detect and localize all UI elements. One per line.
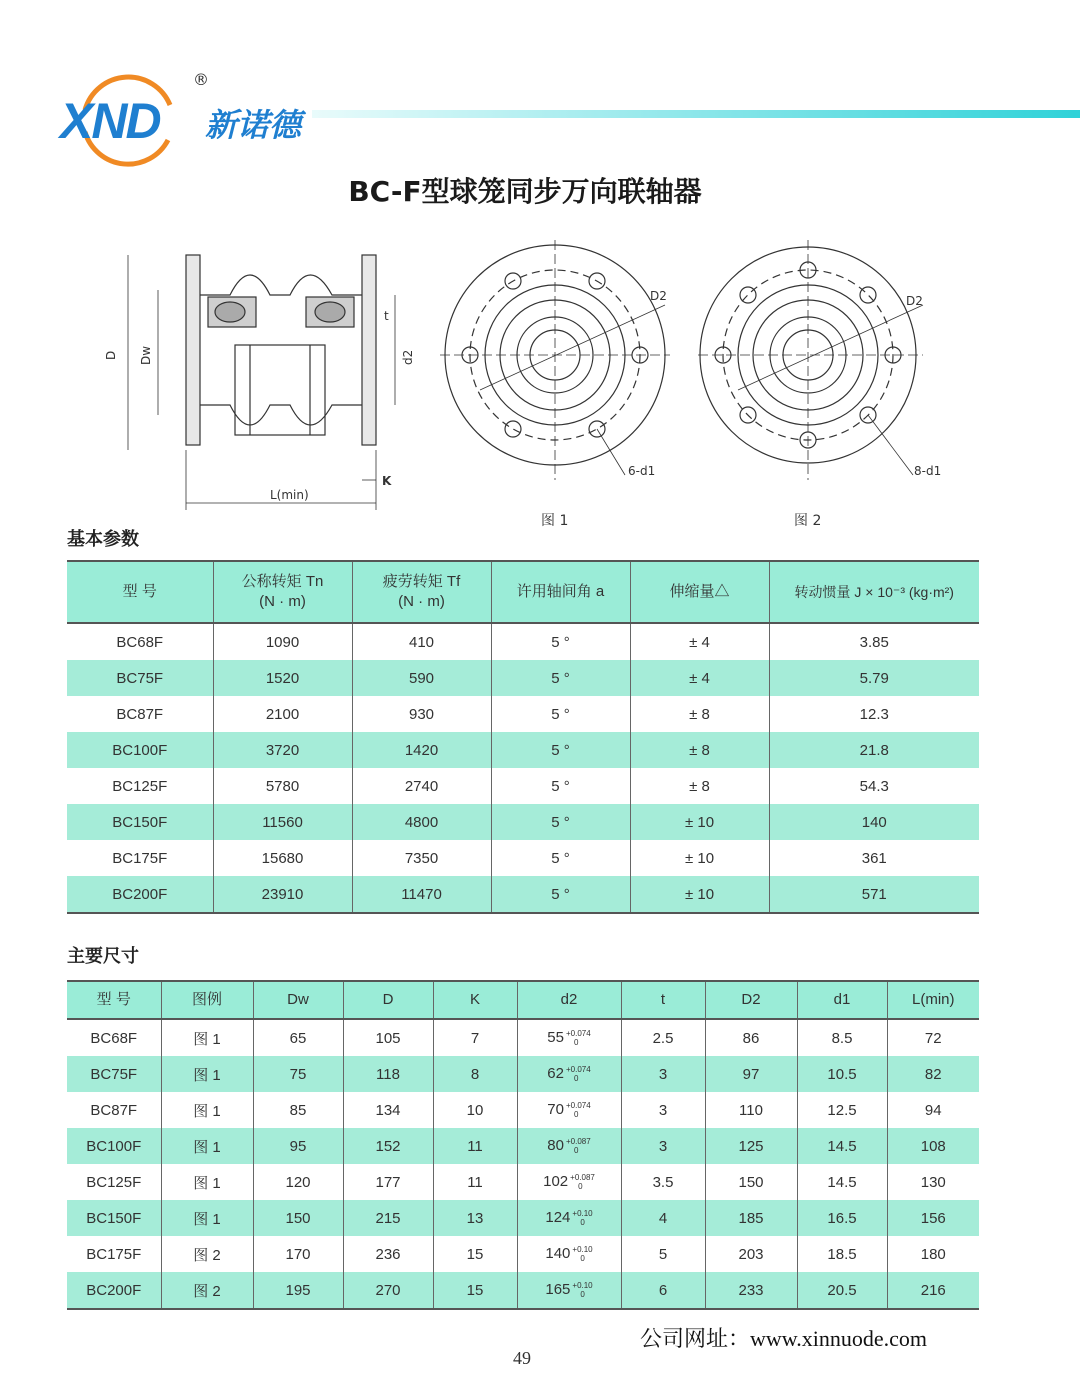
table-cell: 1520 — [213, 660, 352, 696]
table-row — [67, 660, 979, 696]
table-row — [67, 1164, 979, 1200]
table-cell: 130 — [887, 1164, 979, 1200]
table-cell: 5 ° — [491, 660, 630, 696]
table-cell: 233 — [705, 1272, 797, 1309]
table-cell: 10.5 — [797, 1056, 887, 1092]
table-cell: 11560 — [213, 804, 352, 840]
table-cell: ± 8 — [630, 732, 769, 768]
table-header-cell: L(min) — [887, 981, 979, 1019]
table-row — [67, 804, 979, 840]
table-cell: 165 +0.10 0 — [517, 1272, 621, 1309]
tolerance: +0.087 0 — [570, 1173, 595, 1191]
table-cell: ± 4 — [630, 660, 769, 696]
table-cell: 195 — [253, 1272, 343, 1309]
table-cell: 80 +0.087 0 — [517, 1128, 621, 1164]
table-cell: 5 ° — [491, 840, 630, 876]
table-cell: ± 10 — [630, 840, 769, 876]
table-cell: 62 +0.074 0 — [517, 1056, 621, 1092]
table-cell: 图 1 — [161, 1200, 253, 1236]
table-cell: BC100F — [67, 1128, 161, 1164]
table-header-cell: t — [621, 981, 705, 1019]
table-cell: 97 — [705, 1056, 797, 1092]
table-cell: 270 — [343, 1272, 433, 1309]
label-t: t — [384, 309, 389, 323]
label-L: L(min) — [270, 488, 309, 502]
table-cell: 156 — [887, 1200, 979, 1236]
table-cell: BC175F — [86, 1245, 142, 1263]
table-cell: 12.5 — [797, 1092, 887, 1128]
table-cell: 94 — [887, 1092, 979, 1128]
table-cell: 1420 — [352, 732, 491, 768]
tolerance: +0.10 0 — [572, 1281, 593, 1299]
table-row — [67, 1092, 979, 1128]
table-header-cell: Dw — [253, 981, 343, 1019]
table-cell: 124 +0.10 0 — [517, 1200, 621, 1236]
page-number: 49 — [513, 1348, 531, 1368]
table-cell: 110 — [705, 1092, 797, 1128]
table-row — [67, 732, 979, 768]
logo-chinese: 新诺德 — [205, 106, 302, 144]
table-cell: 5 ° — [491, 732, 630, 768]
table-cell: 10 — [433, 1092, 517, 1128]
table-cell: 图 1 — [161, 1128, 253, 1164]
table-cell: 152 — [343, 1128, 433, 1164]
header-telescopic: 伸缩量△ — [630, 561, 769, 623]
table-cell: 21.8 — [769, 732, 979, 768]
table-cell: 185 — [705, 1200, 797, 1236]
table-cell: 5 ° — [491, 768, 630, 804]
label-d2: d2 — [401, 349, 415, 365]
table-cell: BC150F — [67, 804, 213, 840]
table-cell: 930 — [352, 696, 491, 732]
header-inertia: 转动惯量 J × 10⁻³ (kg·m²) — [769, 561, 979, 623]
table-header-cell: 型 号 — [67, 981, 161, 1019]
table-cell: 23910 — [213, 876, 352, 913]
table-row — [67, 1200, 979, 1236]
table-cell: 215 — [343, 1200, 433, 1236]
table-cell: 11 — [433, 1128, 517, 1164]
table-cell: 图 2 — [161, 1272, 253, 1309]
table-cell: 4800 — [352, 804, 491, 840]
table-cell: 95 — [253, 1128, 343, 1164]
table-cell: 8 — [433, 1056, 517, 1092]
table-cell: 72 — [887, 1019, 979, 1056]
table-cell: ± 8 — [630, 696, 769, 732]
tolerance: +0.087 0 — [565, 1137, 591, 1155]
tolerance: +0.10 0 — [572, 1245, 593, 1263]
fig1-caption: 图 1 — [541, 513, 569, 529]
table-cell: 7350 — [352, 840, 491, 876]
table-cell: 203 — [705, 1236, 797, 1272]
table-cell: 140 +0.10 0 — [517, 1236, 621, 1272]
table-cell: BC175F — [112, 849, 168, 867]
table-cell: 5 ° — [491, 804, 630, 840]
table-cell: BC68F — [90, 1029, 138, 1047]
table-cell: 图 1 — [161, 1164, 253, 1200]
table-cell: 5780 — [213, 768, 352, 804]
table-cell: 图 1 — [161, 1056, 253, 1092]
table-header-cell: d2 — [517, 981, 621, 1019]
table-cell: 134 — [343, 1092, 433, 1128]
label-K: K — [382, 474, 392, 488]
table-cell: 14.5 — [797, 1128, 887, 1164]
table-cell: 177 — [343, 1164, 433, 1200]
table-cell: BC75F — [67, 1056, 161, 1092]
tolerance: +0.074 0 — [565, 1065, 591, 1083]
basic-params-heading: 基本参数 — [67, 529, 139, 550]
company-website: 公司网址：www.xinnuode.com — [640, 1326, 927, 1351]
table-cell: 170 — [253, 1236, 343, 1272]
table-cell: 1090 — [213, 623, 352, 660]
table-cell: 4 — [621, 1200, 705, 1236]
table-cell: 6 — [621, 1272, 705, 1309]
table-row — [67, 1272, 979, 1309]
table-cell: 82 — [887, 1056, 979, 1092]
table-cell: 180 — [887, 1236, 979, 1272]
table-cell: 3 — [621, 1056, 705, 1092]
table-header-cell: D2 — [705, 981, 797, 1019]
table-cell: 15 — [433, 1272, 517, 1309]
table-cell: 3 — [621, 1092, 705, 1128]
table-cell: 361 — [769, 840, 979, 876]
table-cell: 54.3 — [769, 768, 979, 804]
table-cell: ± 10 — [630, 804, 769, 840]
table-cell: 5.79 — [769, 660, 979, 696]
table-header-row — [67, 981, 979, 1019]
table-cell: 571 — [769, 876, 979, 913]
table-cell: 20.5 — [797, 1272, 887, 1309]
table-cell: 5 ° — [491, 623, 630, 660]
table-cell: 590 — [352, 660, 491, 696]
table-header-cell: 图例 — [161, 981, 253, 1019]
registered-mark: ® — [193, 70, 209, 89]
table-header-cell: D — [343, 981, 433, 1019]
logo-latin: XND — [60, 93, 160, 149]
table-cell: 2.5 — [621, 1019, 705, 1056]
table-cell: BC100F — [67, 732, 213, 768]
fig1-holes-label: 6-d1 — [628, 464, 656, 478]
table-cell: 140 — [769, 804, 979, 840]
table-cell: ± 10 — [630, 876, 769, 913]
table-cell: BC87F — [116, 705, 164, 723]
table-cell: 图 2 — [161, 1236, 253, 1272]
table-cell: 11470 — [352, 876, 491, 913]
table-cell: 3.5 — [621, 1164, 705, 1200]
table-cell: 图 1 — [161, 1092, 253, 1128]
basic-params-table — [67, 560, 979, 914]
fig2-D2-label: D2 — [906, 294, 923, 308]
main-dims-heading: 主要尺寸 — [67, 946, 139, 967]
table-cell: 5 ° — [491, 696, 630, 732]
table-cell: 13 — [433, 1200, 517, 1236]
header-fatigue-torque: 疲劳转矩 Tf (N · m) — [352, 561, 491, 623]
tolerance: +0.074 0 — [565, 1101, 591, 1119]
table-cell: BC200F — [67, 1272, 161, 1309]
table-cell: 15 — [433, 1236, 517, 1272]
table-cell: 2100 — [213, 696, 352, 732]
fig1-D2-label: D2 — [650, 289, 667, 303]
table-cell: 236 — [343, 1236, 433, 1272]
table-cell: 11 — [433, 1164, 517, 1200]
table-cell: 16.5 — [797, 1200, 887, 1236]
table-cell: BC200F — [67, 876, 213, 913]
table-cell: 120 — [253, 1164, 343, 1200]
side-view-drawing — [100, 235, 430, 515]
table-row — [67, 696, 979, 732]
table-cell: 118 — [343, 1056, 433, 1092]
table-cell: 7 — [433, 1019, 517, 1056]
header-banner — [312, 110, 1080, 118]
header-model: 型 号 — [67, 561, 213, 623]
fig2-caption: 图 2 — [794, 513, 822, 529]
table-cell: 65 — [253, 1019, 343, 1056]
table-cell: 5 — [621, 1236, 705, 1272]
table-cell: 75 — [253, 1056, 343, 1092]
table-cell: BC125F — [86, 1173, 142, 1191]
table-header-cell: d1 — [797, 981, 887, 1019]
header-nominal-torque: 公称转矩 Tn (N · m) — [213, 561, 352, 623]
table-cell: 150 — [705, 1164, 797, 1200]
table-row — [67, 623, 979, 660]
fig2-holes-label: 8-d1 — [914, 464, 942, 478]
table-cell: 2740 — [352, 768, 491, 804]
table-cell: 125 — [705, 1128, 797, 1164]
table-cell: 3 — [621, 1128, 705, 1164]
table-cell: BC68F — [116, 633, 164, 651]
table-cell: 5 ° — [491, 876, 630, 913]
table-cell: 150 — [253, 1200, 343, 1236]
table-cell: 12.3 — [769, 696, 979, 732]
header-angle: 许用轴间角 a — [491, 561, 630, 623]
figure-1-drawing — [440, 240, 680, 490]
table-cell: BC75F — [67, 660, 213, 696]
table-row — [67, 768, 979, 804]
main-dims-table — [67, 980, 979, 1310]
table-row — [67, 1056, 979, 1092]
table-cell: 8.5 — [797, 1019, 887, 1056]
table-cell: 3.85 — [769, 623, 979, 660]
table-cell: 86 — [705, 1019, 797, 1056]
table-cell: 3720 — [213, 732, 352, 768]
table-cell: 102 +0.087 0 — [517, 1164, 621, 1200]
table-cell: 85 — [253, 1092, 343, 1128]
table-row — [67, 1128, 979, 1164]
label-Dw: Dw — [139, 345, 153, 365]
table-header-cell: K — [433, 981, 517, 1019]
tolerance: +0.10 0 — [572, 1209, 593, 1227]
table-cell: 14.5 — [797, 1164, 887, 1200]
table-cell: ± 4 — [630, 623, 769, 660]
table-row — [67, 1019, 979, 1056]
table-cell: BC150F — [67, 1200, 161, 1236]
page-title: BC-F型球笼同步万向联轴器 — [348, 175, 702, 208]
table-cell: 216 — [887, 1272, 979, 1309]
label-D: D — [104, 350, 118, 360]
table-cell: 105 — [343, 1019, 433, 1056]
table-cell: 图 1 — [161, 1019, 253, 1056]
table-cell: 15680 — [213, 840, 352, 876]
table-cell: 18.5 — [797, 1236, 887, 1272]
table-cell: 108 — [887, 1128, 979, 1164]
table-cell: ± 8 — [630, 768, 769, 804]
table-cell: 70 +0.074 0 — [517, 1092, 621, 1128]
table-cell: 55 +0.074 0 — [517, 1019, 621, 1056]
table-cell: BC87F — [90, 1101, 138, 1119]
figure-2-drawing — [698, 240, 958, 490]
table-row — [67, 1236, 979, 1272]
tolerance: +0.074 0 — [565, 1029, 591, 1047]
table-cell: BC125F — [112, 777, 168, 795]
table-cell: 410 — [352, 623, 491, 660]
table-row — [67, 876, 979, 913]
table-header-row — [67, 561, 979, 623]
table-row — [67, 840, 979, 876]
